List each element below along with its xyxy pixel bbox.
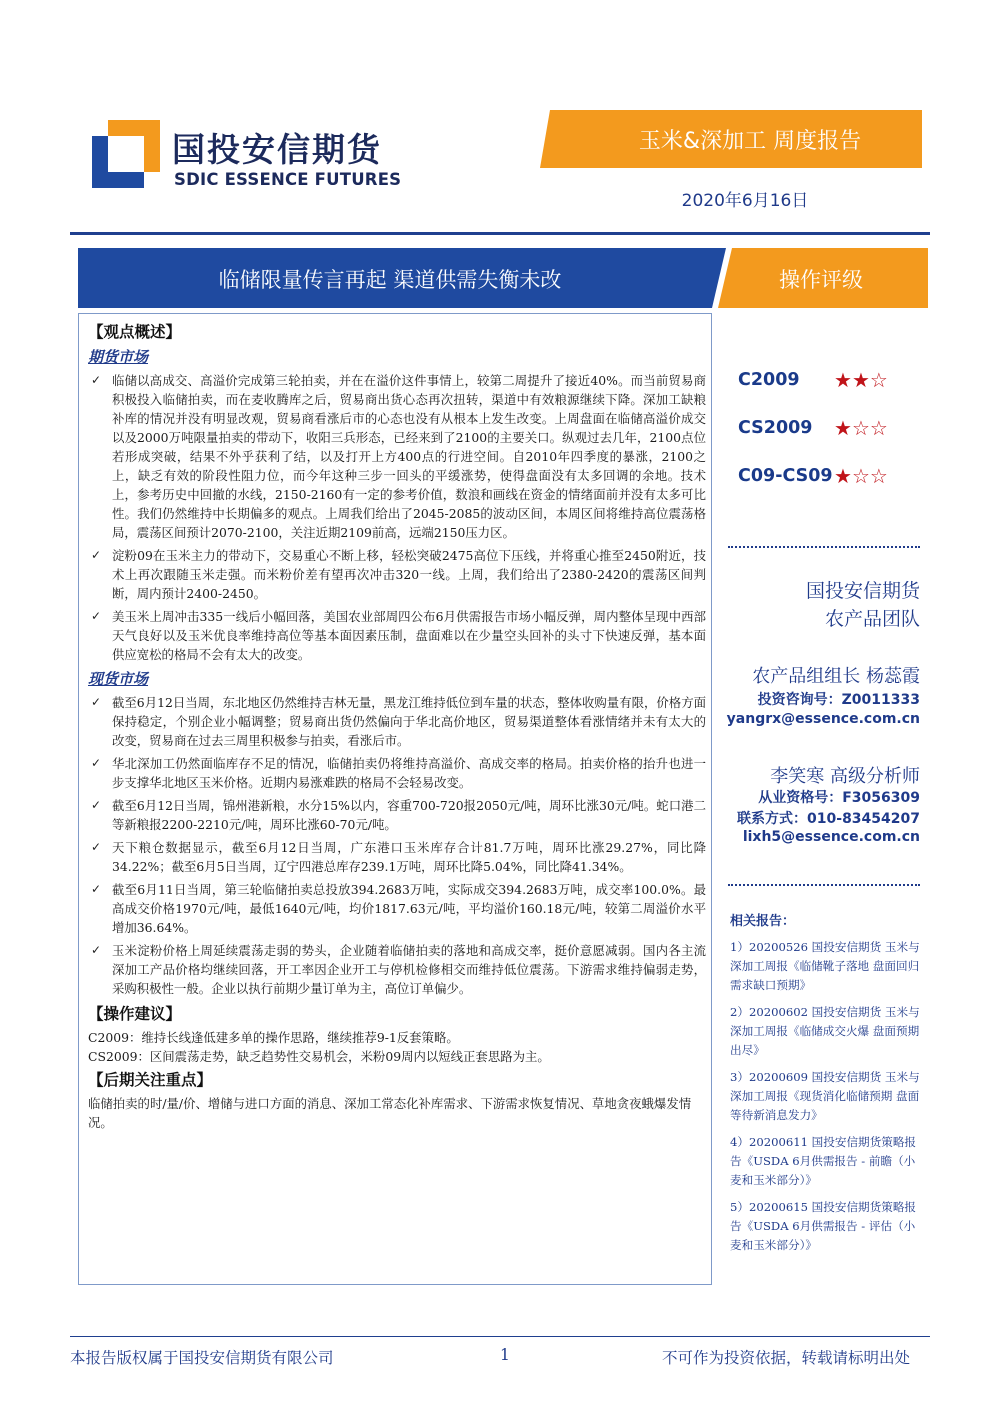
star-empty-icon: ☆: [869, 416, 888, 440]
list-item: ✓ 截至6月12日当周，锦州港新粮，水分15%以内，容重700-720报2050元/吨，周环比涨30元/吨。蛇口港二等新粮报2200-2210元/吨，周环比涨60-70元/吨。: [91, 798, 706, 832]
star-empty-icon: ☆: [869, 368, 888, 392]
related-report[interactable]: 2）20200602 国投安信期货 玉米与深加工周报《临储成交火爆 盘面预期出尽》: [730, 1005, 920, 1057]
rating-code: C2009: [738, 370, 800, 390]
overview-content: [88, 318, 706, 1132]
focus-heading: 【后期关注重点】: [88, 1070, 213, 1089]
rating-stars: [834, 368, 888, 392]
rating-label: 操作评级: [779, 268, 863, 292]
list-item: ✓ 玉米淀粉价格上周延续震荡走弱的势头，企业随着临储拍卖的落地和高成交率，挺价意愿减弱。国内各主流深加工产品价格均继续回落，开工率因企业开工与停机检修相交而维持低位震荡。下游需求维持偏弱走势，采购积极性一般。企业以执行前期少量订单为主，高位订单偏少。: [91, 943, 706, 996]
check-icon: ✓: [91, 548, 102, 562]
check-icon: ✓: [91, 609, 102, 623]
advice-heading: 【操作建议】: [88, 1004, 182, 1023]
focus-text: 临储拍卖的时/量/价、增储与进口方面的消息、深加工常态化补库需求、下游需求恢复情况、草地贪夜蛾爆发情况。: [88, 1096, 692, 1130]
analyst-title: 李笑寒 高级分析师: [770, 766, 920, 787]
list-item: ✓ 华北深加工仍然面临库存不足的情况，临储拍卖仍将维持高溢价、高成交率的格局。拍卖价格的抬升也进一步支撑华北地区玉米价格。近期内易涨难跌的格局不会轻易改变。: [91, 756, 706, 790]
analyst-email[interactable]: yangrx@essence.com.cn: [726, 711, 920, 727]
advice-c2009: C2009：维持长线逢低建多单的操作思路，继续推荐9-1反套策略。: [88, 1030, 459, 1045]
analyst-cert: 从业资格号：F3056309: [758, 790, 920, 806]
star-empty-icon: ☆: [851, 416, 870, 440]
star-filled-icon: ★: [834, 464, 852, 488]
spot-heading: 现货市场: [88, 670, 149, 688]
disclaimer: 不可作为投资依据，转载请标明出处: [662, 1349, 911, 1367]
footer-divider: [70, 1336, 930, 1337]
check-icon: ✓: [91, 695, 102, 709]
advice-cs2009: CS2009：区间震荡走势，缺乏趋势性交易机会，米粉09周内以短线正套思路为主。: [88, 1049, 550, 1064]
check-icon: ✓: [91, 882, 102, 896]
related-report[interactable]: 1）20200526 国投安信期货 玉米与深加工周报《临储靴子落地 盘面回归需求缺口预期》: [730, 940, 920, 992]
check-icon: ✓: [91, 756, 102, 770]
related-heading: 相关报告：: [730, 914, 796, 929]
star-filled-icon: ★: [834, 416, 852, 440]
rating-row: [738, 466, 938, 496]
related-report[interactable]: 4）20200611 国投安信期货策略报告《USDA 6月供需报告 - 前瞻（小麦和玉米部分）》: [730, 1135, 917, 1187]
company-name-en: SDIC ESSENCE FUTURES: [174, 170, 402, 189]
report-type: 玉米&深加工 周度报告: [638, 129, 862, 154]
check-icon: ✓: [91, 373, 102, 387]
analyst-cert: 投资咨询号：Z0011333: [757, 692, 920, 708]
related-report[interactable]: 3）20200609 国投安信期货 玉米与深加工周报《现货消化临储预期 盘面等待新消息发力》: [730, 1070, 920, 1122]
check-icon: ✓: [91, 840, 102, 854]
sidebar-divider: [728, 546, 920, 548]
team-company: 国投安信期货: [805, 580, 920, 602]
report-date: 2020年6月16日: [681, 191, 809, 211]
analyst-phone: 联系方式：010-83454207: [737, 811, 920, 827]
rating-row: [738, 370, 938, 400]
copyright-notice: 本报告版权属于国投安信期货有限公司: [70, 1349, 334, 1367]
list-item: ✓ 截至6月11日当周，第三轮临储拍卖总投放394.2683万吨，实际成交394.2683万吨，成交率100.0%。最高成交价格1970元/吨，最低1640元/吨，均价1817.63元/吨，平均溢价160.18元/吨，较第二周溢价水平增加36.64%。: [91, 882, 706, 935]
analyst-email[interactable]: lixh5@essence.com.cn: [742, 829, 920, 845]
list-item: ✓ 天下粮仓数据显示，截至6月12日当周，广东港口玉米库存合计81.7万吨，周环比涨29.27%，同比降34.22%；截至6月5日当周，辽宁四港总库存239.1万吨，周环比降5.04%，同比降41.34%。: [91, 840, 706, 874]
star-filled-icon: ★: [834, 368, 852, 392]
report-title: 临储限量传言再起 渠道供需失衡未改: [218, 268, 562, 292]
rating-stars: [834, 464, 888, 488]
list-item: ✓ 淀粉09在玉米主力的带动下，交易重心不断上移，轻松突破2475高位下压线，并将重心推至2450附近，技术上再次跟随玉米走强。而米粉价差有望再次冲击320一线。上周，我们给出了2380-2420的震荡区间判断，周内预计2400-2450。: [91, 548, 706, 601]
company-logo-mark: [92, 118, 162, 188]
page-number: 1: [500, 1346, 510, 1364]
star-filled-icon: ★: [851, 368, 870, 392]
futures-list: [88, 371, 706, 664]
star-empty-icon: ☆: [869, 464, 888, 488]
rating-code: C09-CS09: [738, 466, 833, 486]
futures-heading: 期货市场: [88, 348, 149, 366]
company-name-cn: 国投安信期货: [172, 130, 382, 169]
star-empty-icon: ☆: [851, 464, 870, 488]
list-item: ✓ 美玉米上周冲击335一线后小幅回落，美国农业部周四公布6月供需报告市场小幅反弹，周内整体呈现中西部天气良好以及玉米优良率维持高位等基本面因素压制，盘面难以在少量空头回补的头寸下快速反弹，基本面供应宽松的格局不会有太大的改变。: [91, 609, 706, 662]
rating-stars: [834, 416, 888, 440]
spot-list: [88, 693, 706, 998]
list-item: ✓ 截至6月12日当周，东北地区仍然维持吉林无量，黑龙江维持低位到车量的状态，整体收购量有限，价格方面保持稳定，个别企业小幅调整；贸易商出货仍然偏向于华北高价地区，贸易渠道整体看涨情绪并未有太大的改变，贸易商在过去三周里积极参与拍卖，看涨后市。: [91, 695, 706, 748]
header-divider: [70, 232, 930, 235]
list-item: ✓ 临储以高成交、高溢价完成第三轮拍卖，并在在溢价这件事情上，较第二周提升了接近40%。而当前贸易商积极投入临储拍卖，而在麦收腾库之后，贸易商出货心态再次扭转，渠道中有效粮源继续下降。深加工缺粮补库的情况并没有明显改观，贸易商看涨后市的心态也没有从根本上发生改变。上周盘面在临储高溢价成交以及2000万吨限量拍卖的带动下，收阳三兵形态，已经来到了2100的主要关口。纵观过去几年，2100点位若形成突破，结果不外乎获利了结，以及打开上方400点的行进空间。自2010年四季度的暴涨，2100之上，缺乏有效的阶段性阻力位，而今年这种三步一回头的平缓涨势，使得盘面没有太多回调的余地。技术上，参考历史中回撤的水线，2150-2160有一定的参考价值，数浪和画线在资金的情绪面前并没有太多可比性。我们仍然维持中长期偏多的观点。上周我们给出了2045-2085的波动区间，本周区间将维持高位震荡格局，震荡区间预计2070-2100，关注近期2109前高，远端2150压力区。: [91, 373, 706, 540]
rating-row: [738, 418, 938, 448]
rating-code: CS2009: [738, 418, 813, 438]
sidebar-divider: [728, 884, 920, 886]
check-icon: ✓: [91, 798, 102, 812]
team-name: 农产品团队: [824, 608, 920, 630]
overview-heading: 【观点概述】: [88, 322, 182, 341]
check-icon: ✓: [91, 943, 102, 957]
related-report[interactable]: 5）20200615 国投安信期货策略报告《USDA 6月供需报告 - 评估（小麦和玉米部分）》: [730, 1200, 917, 1252]
analyst-title: 农产品组组长 杨蕊霞: [752, 666, 920, 687]
